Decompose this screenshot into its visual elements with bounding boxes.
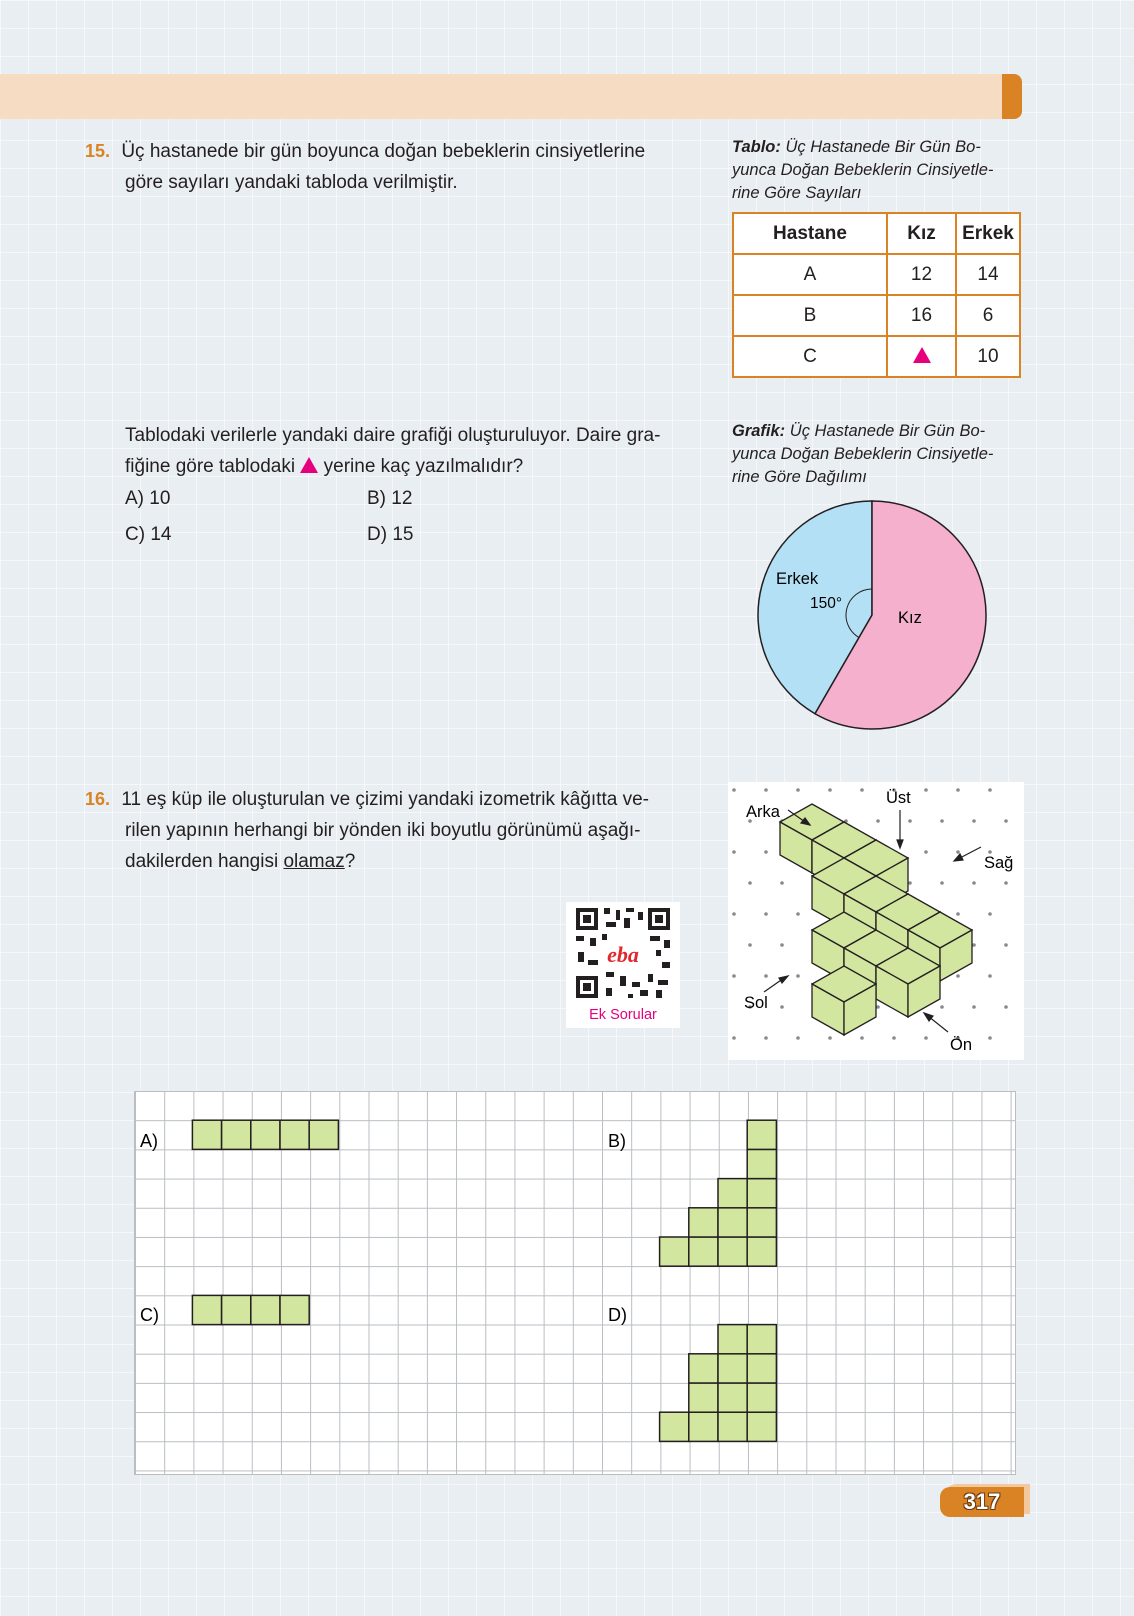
q16-text bbox=[85, 784, 695, 877]
answer-cell bbox=[718, 1179, 747, 1208]
iso-dot bbox=[972, 1005, 976, 1009]
iso-dot bbox=[732, 974, 736, 978]
iso-dot bbox=[1004, 943, 1008, 947]
answer-cell bbox=[689, 1412, 718, 1441]
chart-caption-line3: rine Göre Dağılımı bbox=[732, 468, 867, 486]
iso-dot bbox=[988, 912, 992, 916]
iso-dot bbox=[780, 1005, 784, 1009]
q16-line2: rilen yapının herhangi bir yönden iki boyutlu görünümü aşağı- bbox=[125, 820, 641, 841]
table-cell: 10 bbox=[956, 336, 1020, 377]
chart-caption-line2: yunca Doğan Bebeklerin Cinsiyetle- bbox=[732, 445, 994, 463]
q15-question bbox=[125, 420, 695, 482]
q16-option-b-label[interactable]: B) bbox=[608, 1131, 626, 1151]
answer-cell bbox=[718, 1237, 747, 1266]
triangle-icon bbox=[300, 457, 318, 473]
iso-dot bbox=[956, 850, 960, 854]
table-caption-line1: Üç Hastanede Bir Gün Bo- bbox=[785, 138, 981, 156]
table-header-kiz: Kız bbox=[887, 213, 956, 254]
iso-dot bbox=[828, 788, 832, 792]
q15-line1: Üç hastanede bir gün boyunca doğan bebeklerin cinsiyetlerine bbox=[121, 141, 646, 162]
iso-dot bbox=[748, 943, 752, 947]
answer-cell bbox=[689, 1208, 718, 1237]
iso-dot bbox=[940, 819, 944, 823]
table-caption-line2: yunca Doğan Bebeklerin Cinsiyetle- bbox=[732, 161, 994, 179]
iso-dot bbox=[796, 974, 800, 978]
iso-dot bbox=[988, 974, 992, 978]
answer-cell bbox=[718, 1208, 747, 1237]
q16-line3-underlined: olamaz bbox=[283, 851, 345, 872]
table-cell: C bbox=[733, 336, 887, 377]
direction-label-front: Ön bbox=[950, 1036, 973, 1054]
iso-dot bbox=[988, 1036, 992, 1040]
iso-dot bbox=[764, 850, 768, 854]
table-caption-line3: rine Göre Sayıları bbox=[732, 184, 862, 202]
chart-caption-label: Grafik: bbox=[732, 422, 786, 440]
iso-dot bbox=[748, 881, 752, 885]
iso-dot bbox=[956, 912, 960, 916]
iso-dot bbox=[940, 881, 944, 885]
pie-label-kiz: Kız bbox=[898, 609, 922, 627]
table-header-hastane: Hastane bbox=[733, 213, 887, 254]
answer-cell bbox=[251, 1120, 280, 1149]
iso-dot bbox=[780, 943, 784, 947]
qr-code-icon bbox=[566, 902, 680, 1002]
pie-label-erkek: Erkek bbox=[776, 570, 819, 588]
eba-logo: eba bbox=[607, 942, 639, 967]
iso-dot bbox=[764, 912, 768, 916]
table-cell: A bbox=[733, 254, 887, 295]
q16-option-a-label[interactable]: A) bbox=[140, 1131, 158, 1151]
answer-cell bbox=[689, 1354, 718, 1383]
iso-dot bbox=[876, 819, 880, 823]
answer-cell bbox=[747, 1237, 776, 1266]
q15-question-line2b: yerine kaç yazılmalıdır? bbox=[323, 456, 524, 477]
q16-option-c-label[interactable]: C) bbox=[140, 1305, 159, 1325]
header-band bbox=[0, 74, 1010, 119]
direction-label-top: Üst bbox=[886, 789, 911, 807]
answer-cell bbox=[718, 1383, 747, 1412]
iso-dot bbox=[764, 974, 768, 978]
table-header-row bbox=[733, 213, 1020, 254]
q15-text bbox=[85, 136, 685, 198]
direction-label-left: Sol bbox=[744, 994, 768, 1012]
direction-label-right: Sağ bbox=[984, 854, 1014, 872]
iso-dot bbox=[796, 788, 800, 792]
q16-line3-suffix: ? bbox=[344, 851, 356, 872]
iso-dot bbox=[956, 788, 960, 792]
answer-cell bbox=[280, 1295, 309, 1324]
answer-cell bbox=[747, 1354, 776, 1383]
qr-label[interactable]: Ek Sorular bbox=[589, 1007, 657, 1023]
table-cell: 12 bbox=[887, 254, 956, 295]
answer-cell bbox=[660, 1412, 689, 1441]
iso-dot bbox=[796, 912, 800, 916]
answer-cell bbox=[747, 1120, 776, 1149]
iso-dot bbox=[1004, 819, 1008, 823]
triangle-icon bbox=[913, 347, 931, 363]
data-table bbox=[732, 212, 1021, 378]
q15-option-b[interactable]: B) 12 bbox=[367, 488, 413, 509]
iso-dot bbox=[924, 1036, 928, 1040]
answer-cell bbox=[192, 1120, 221, 1149]
q15-question-line2a: fiğine göre tablodaki bbox=[125, 456, 296, 477]
answer-cell bbox=[718, 1354, 747, 1383]
answer-cell bbox=[192, 1295, 221, 1324]
answer-cell bbox=[222, 1295, 251, 1324]
iso-dot bbox=[732, 912, 736, 916]
iso-dot bbox=[876, 1005, 880, 1009]
direction-label-back: Arka bbox=[746, 803, 780, 821]
answer-cell bbox=[660, 1237, 689, 1266]
iso-dot bbox=[972, 943, 976, 947]
q15-question-line1: Tablodaki verilerle yandaki daire grafiği oluşturuluyor. Daire gra- bbox=[125, 425, 661, 446]
q16-option-d-label[interactable]: D) bbox=[608, 1305, 627, 1325]
answer-cell bbox=[747, 1383, 776, 1412]
table-row bbox=[733, 336, 1020, 377]
table-caption-label: Tablo: bbox=[732, 138, 781, 156]
table-row bbox=[733, 295, 1020, 336]
answer-cell bbox=[747, 1208, 776, 1237]
q15-option-a[interactable]: A) 10 bbox=[125, 488, 171, 509]
q16-line3-prefix: dakilerden hangisi bbox=[125, 851, 284, 872]
q16-number: 16. bbox=[85, 789, 111, 809]
answer-cell bbox=[280, 1120, 309, 1149]
q15-line2: göre sayıları yandaki tabloda verilmiştir. bbox=[125, 172, 458, 193]
q16-line1: 11 eş küp ile oluşturulan ve çizimi yandaki izometrik kâğıtta ve- bbox=[121, 789, 649, 810]
chart-caption-line1: Üç Hastanede Bir Gün Bo- bbox=[789, 422, 986, 440]
chart-caption bbox=[732, 420, 1022, 489]
table-cell-unknown bbox=[887, 336, 956, 377]
answer-cell bbox=[747, 1179, 776, 1208]
answer-cell bbox=[689, 1237, 718, 1266]
iso-dot bbox=[988, 788, 992, 792]
iso-dot bbox=[1004, 1005, 1008, 1009]
answer-cell bbox=[309, 1120, 338, 1149]
table-cell: 16 bbox=[887, 295, 956, 336]
iso-dot bbox=[956, 974, 960, 978]
answer-shapes bbox=[134, 1091, 1016, 1475]
pie-angle-label: 150° bbox=[810, 595, 843, 612]
qr-code-box[interactable] bbox=[566, 902, 680, 1028]
answer-cell bbox=[251, 1295, 280, 1324]
q15-option-c[interactable]: C) 14 bbox=[125, 524, 172, 545]
q15-option-d[interactable]: D) 15 bbox=[367, 524, 414, 545]
table-cell: B bbox=[733, 295, 887, 336]
iso-dot bbox=[764, 788, 768, 792]
iso-dot bbox=[972, 819, 976, 823]
table-header-erkek: Erkek bbox=[956, 213, 1020, 254]
table-row bbox=[733, 254, 1020, 295]
answer-cell bbox=[689, 1383, 718, 1412]
answer-cell bbox=[718, 1325, 747, 1354]
iso-dot bbox=[972, 881, 976, 885]
iso-dot bbox=[732, 788, 736, 792]
table-cell: 14 bbox=[956, 254, 1020, 295]
answer-cell bbox=[747, 1325, 776, 1354]
iso-dot bbox=[764, 1036, 768, 1040]
answer-cell bbox=[222, 1120, 251, 1149]
iso-dot bbox=[908, 819, 912, 823]
answer-cell bbox=[718, 1412, 747, 1441]
answer-cell bbox=[747, 1412, 776, 1441]
page-number: 317 bbox=[940, 1487, 1024, 1517]
iso-dot bbox=[940, 1005, 944, 1009]
table-caption bbox=[732, 136, 1022, 205]
answer-cell bbox=[747, 1149, 776, 1178]
iso-dot bbox=[860, 1036, 864, 1040]
isometric-figure bbox=[728, 782, 1024, 1060]
iso-dot bbox=[860, 788, 864, 792]
iso-dot bbox=[924, 850, 928, 854]
pie-chart bbox=[750, 498, 995, 733]
iso-dot bbox=[892, 1036, 896, 1040]
iso-dot bbox=[732, 850, 736, 854]
table-cell: 6 bbox=[956, 295, 1020, 336]
iso-dot bbox=[732, 1036, 736, 1040]
iso-dot bbox=[796, 1036, 800, 1040]
iso-dot bbox=[908, 881, 912, 885]
q15-number: 15. bbox=[85, 141, 111, 161]
iso-dot bbox=[780, 881, 784, 885]
iso-dot bbox=[1004, 881, 1008, 885]
iso-dot bbox=[828, 1036, 832, 1040]
iso-dot bbox=[924, 788, 928, 792]
header-tab bbox=[1002, 74, 1022, 119]
